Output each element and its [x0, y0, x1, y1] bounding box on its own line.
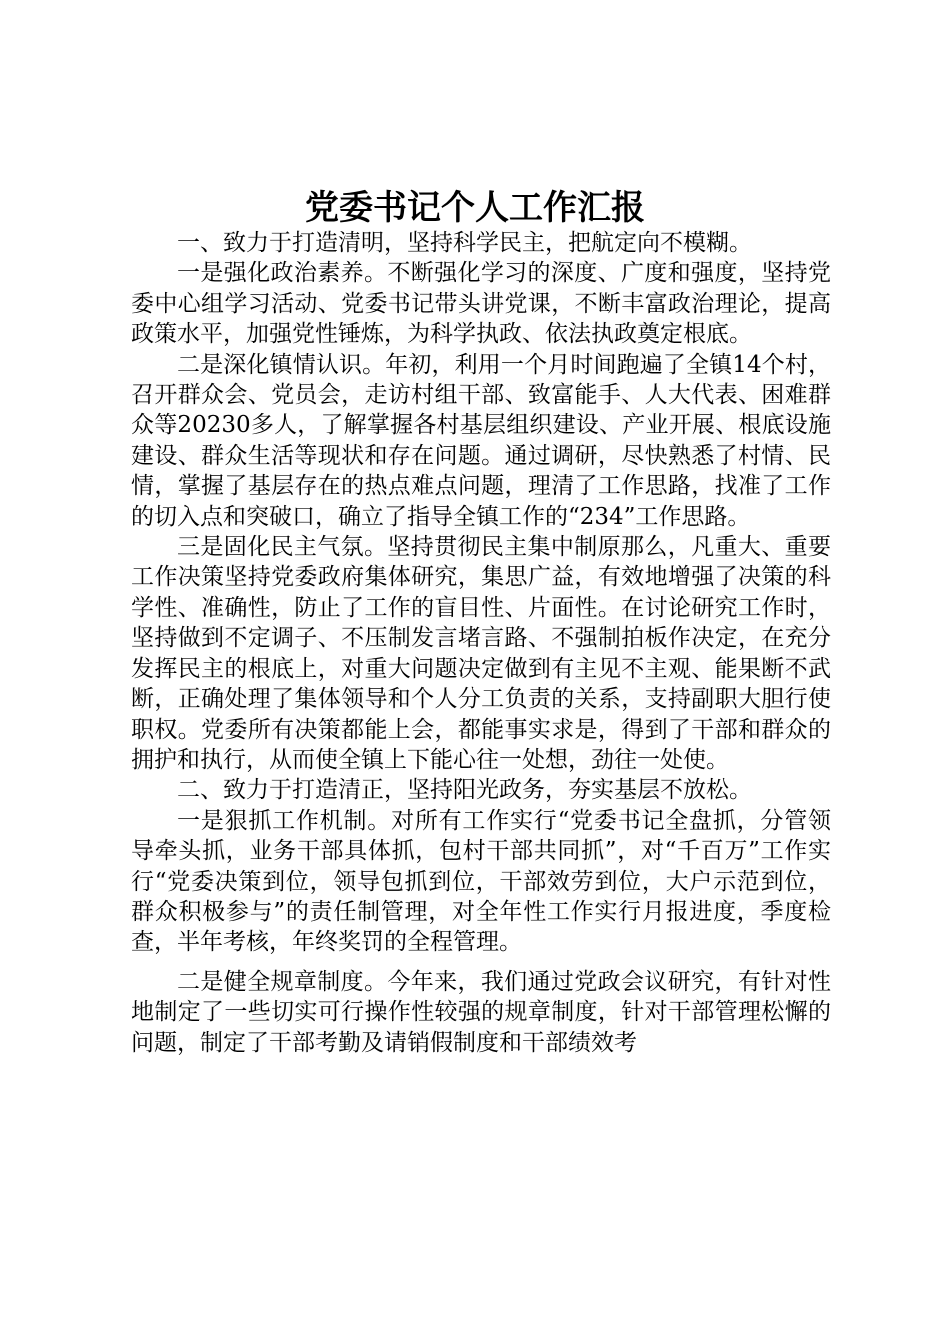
section-heading-2: 二、致力于打造清正，坚持阳光政务，夯实基层不放松。 [177, 777, 752, 804]
document-body [131, 228, 831, 1058]
section-heading-1: 一、致力于打造清明，坚持科学民主，把航定向不模糊。 [177, 230, 752, 256]
paragraph: 一是强化政治素养。不断强化学习的深度、广度和强度，坚持党委中心组学习活动、党委书记带头讲党课，不断丰富政治理论，提高政策水平，加强党性锤炼，为科学执政、依法执政奠定根底。 [131, 260, 831, 348]
paragraph: 一是狠抓工作机制。对所有工作实行“党委书记全盘抓，分管领导牵头抓，业务干部具体抓，包村干部共同抓”，对“千百万”工作实行“党委决策到位，领导包抓到位，干部效劳到位，大户示范到位，群众积极参与”的责任制管理，对全年性工作实行月报进度，季度检查，半年考核，年终奖罚的全程管理。 [131, 807, 831, 956]
document-title: 党委书记个人工作汇报 [305, 188, 645, 228]
paragraph: 三是固化民主气氛。坚持贯彻民主集中制原那么，凡重大、重要工作决策坚持党委政府集体研究，集思广益，有效地增强了决策的科学性、准确性，防止了工作的盲目性、片面性。在讨论研究工作时，坚持做到不定调子、不压制发言堵言路、不强制拍板作决定，在充分发挥民主的根底上，对重大问题决定做到有主见不主观、能果断不武断，正确处理了集体领导和个人分工负责的关系，支持副职大胆行使职权。党委所有决策都能上会，都能事实求是，得到了干部和群众的拥护和执行，从而使全镇上下能心往一处想，劲往一处使。 [131, 534, 831, 773]
paragraph: 二是健全规章制度。今年来，我们通过党政会议研究，有针对性地制定了一些切实可行操作性较强的规章制度，针对干部管理松懈的问题，制定了干部考勤及请销假制度和干部绩效考 [131, 968, 831, 1056]
paragraph: 二是深化镇情认识。年初，利用一个月时间跑遍了全镇14个村，召开群众会、党员会，走访村组干部、致富能手、人大代表、困难群众等20230多人，了解掌握各村基层组织建设、产业开展、根底设施建设、群众生活等现状和存在问题。通过调研，尽快熟悉了村情、民情，掌握了基层存在的热点难点问题，理清了工作思路，找准了工作的切入点和突破口，确立了指导全镇工作的“234”工作思路。 [131, 351, 831, 530]
